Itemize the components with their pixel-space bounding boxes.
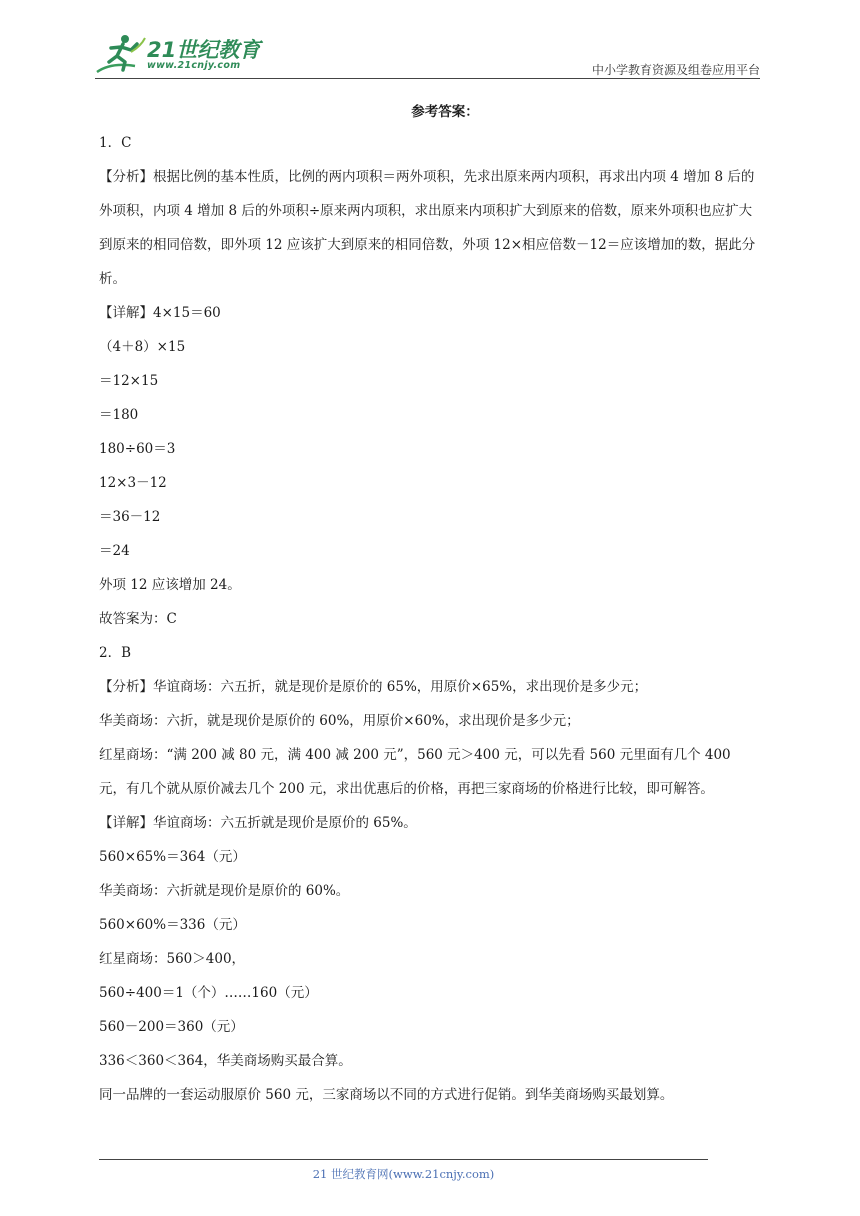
answer-2-analysis: 【分析】华谊商场：六五折，就是现价是原价的 65%，用原价×65%，求出现价是多少元； <box>99 679 648 695</box>
calc-line: 560×65%＝364（元） <box>99 849 246 865</box>
calc-line: 560÷400＝1（个）……160（元） <box>99 985 318 1001</box>
calc-line: ＝36－12 <box>99 509 161 525</box>
answer-1-analysis: 【分析】根据比例的基本性质，比例的两内项积＝两外项积，先求出原来两内项积，再求出内项 4 增加 8 后的外项积，内项 4 增加 8 后的外项积÷原来两内项积，求出原来内项积扩大到原来的倍数，原来外项积也应扩大到原来的相同倍数，即外项 12 应该扩大到原来的相同倍数，外项 12×相应倍数－12＝应该增加的数，据此分析。 <box>99 169 756 287</box>
analysis-paragraph: 红星商场：“满 200 减 80 元，满 400 减 200 元”，560 元＞400 元，可以先看 560 元里面有几个 400 元，有几个就从原价减去几个 200 元，求出优惠后的价格，再把三家商场的价格进行比较，即可解答。 <box>99 747 731 797</box>
calc-line: 华美商场：六折就是现价是原价的 60%。 <box>99 883 350 899</box>
answer-2-choice: 2．B <box>99 645 132 661</box>
calc-line: 560×60%＝336（元） <box>99 917 246 933</box>
answer-1-conclusion: 外项 12 应该增加 24。 <box>99 577 241 593</box>
calc-line: ＝12×15 <box>99 373 159 389</box>
answer-2-detail: 【详解】华谊商场：六五折就是现价是原价的 65%。 <box>99 815 417 831</box>
answer-1-final: 故答案为：C <box>99 611 177 627</box>
answer-1-choice: 1．C <box>99 135 132 151</box>
logo-main-text: 21世纪教育 <box>147 38 261 62</box>
answer-1-detail: 【详解】4×15＝60 <box>99 305 221 321</box>
calc-line: 红星商场：560＞400， <box>99 951 246 967</box>
footer-site-text: 21 世纪教育网(www.21cnjy.com) <box>312 1167 495 1181</box>
logo-url-text: www.21cnjy.com <box>147 60 241 71</box>
analysis-line: 华美商场：六折，就是现价是原价的 60%，用原价×60%，求出现价是多少元； <box>99 713 580 729</box>
running-figure-icon <box>95 32 147 76</box>
calc-line: ＝24 <box>99 543 130 559</box>
page-header <box>95 30 760 80</box>
calc-line: 180÷60＝3 <box>99 441 176 457</box>
answer-2-final: 同一品牌的一套运动服原价 560 元，三家商场以不同的方式进行促销。到华美商场购买最划算。 <box>99 1087 674 1103</box>
answer-content <box>99 98 761 1112</box>
header-divider <box>95 78 760 79</box>
calc-line: （4＋8）×15 <box>99 339 186 355</box>
calc-line: ＝180 <box>99 407 139 423</box>
logo <box>95 30 265 78</box>
calc-line: 12×3－12 <box>99 475 167 491</box>
calc-line: 560－200＝360（元） <box>99 1019 244 1035</box>
footer-divider <box>99 1159 708 1160</box>
comparison-line: 336＜360＜364，华美商场购买最合算。 <box>99 1053 352 1069</box>
page-title: 参考答案： <box>411 104 479 120</box>
platform-name: 中小学教育资源及组卷应用平台 <box>591 63 760 77</box>
